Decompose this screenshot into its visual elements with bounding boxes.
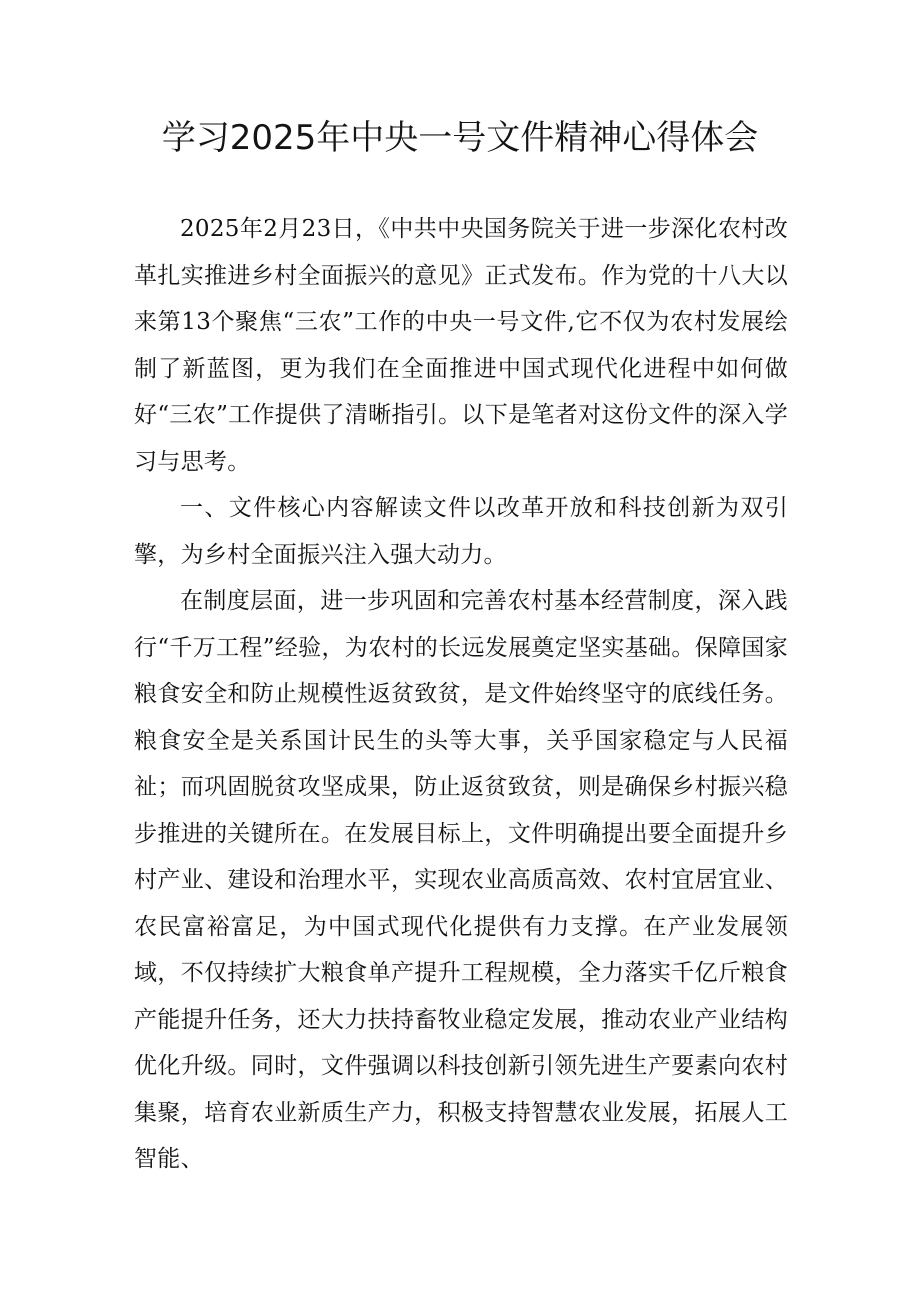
paragraph-institutional: 在制度层面，进一步巩固和完善农村基本经营制度，深入践行“千万工程”经验，为农村的长远发展奠定坚实基础。保障国家粮食安全和防止规模性返贫致贫，是文件始终坚守的底线任务。粮食安全是关系国计民生的头等大事，关乎国家稳定与人民福祉；而巩固脱贫攻坚成果，防止返贫致贫，则是确保乡村振兴稳步推进的关键所在。在发展目标上，文件明确提出要全面提升乡村产业、建设和治理水平，实现农业高质高效、农村宜居宜业、农民富裕富足，为中国式现代化提供有力支撑。在产业发展领域，不仅持续扩大粮食单产提升工程规模，全力落实千亿斤粮食产能提升任务，还大力扶持畜牧业稳定发展，推动农业产业结构优化升级。同时，文件强调以科技创新引领先进生产要素向农村集聚，培育农业新质生产力，积极支持智慧农业发展，拓展人工智能、 — [134, 588, 788, 1172]
paragraph-intro: 2025年2月23日，《中共中央国务院关于进一步深化农村改革扎实推进乡村全面振兴的意见》正式发布。作为党的十八大以来第13个聚焦“三农”工作的中央一号文件,它不仅为农村发展绘制了新蓝图，更为我们在全面推进中国式现代化进程中如何做好“三农”工作提供了清晰指引。以下是笔者对这份文件的深入学习与思考。 — [134, 216, 788, 475]
document-title: 学习2025年中央一号文件精神心得体会 — [161, 118, 759, 158]
paragraph-section-one: 一、文件核心内容解读文件以改革开放和科技创新为双引擎，为乡村全面振兴注入强大动力。 — [134, 495, 788, 568]
document-body — [134, 206, 788, 1183]
